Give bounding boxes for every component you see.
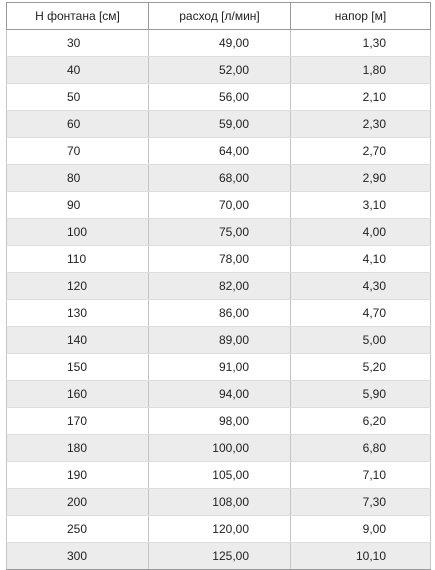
cell-fountain-height: 160: [7, 381, 149, 408]
cell-flow-rate: 52,00: [149, 57, 291, 84]
table-row: [7, 219, 431, 246]
table-row: [7, 138, 431, 165]
cell-flow-rate: 100,00: [149, 435, 291, 462]
cell-pressure-head: 5,20: [291, 354, 431, 381]
table-row: [7, 354, 431, 381]
table-row: [7, 30, 431, 57]
cell-flow-rate: 49,00: [149, 30, 291, 57]
cell-pressure-head: 2,90: [291, 165, 431, 192]
cell-pressure-head: 4,10: [291, 246, 431, 273]
cell-fountain-height: 110: [7, 246, 149, 273]
cell-fountain-height: 130: [7, 300, 149, 327]
cell-fountain-height: 40: [7, 57, 149, 84]
cell-pressure-head: 7,30: [291, 489, 431, 516]
table-header: [7, 3, 431, 30]
cell-fountain-height: 190: [7, 462, 149, 489]
cell-pressure-head: 5,00: [291, 327, 431, 354]
fountain-data-sheet: [6, 2, 430, 570]
cell-flow-rate: 105,00: [149, 462, 291, 489]
cell-pressure-head: 2,70: [291, 138, 431, 165]
cell-fountain-height: 60: [7, 111, 149, 138]
cell-fountain-height: 180: [7, 435, 149, 462]
cell-pressure-head: 2,30: [291, 111, 431, 138]
table-row: [7, 462, 431, 489]
cell-pressure-head: 4,00: [291, 219, 431, 246]
table-row: [7, 408, 431, 435]
cell-flow-rate: 75,00: [149, 219, 291, 246]
cell-pressure-head: 5,90: [291, 381, 431, 408]
cell-fountain-height: 150: [7, 354, 149, 381]
cell-fountain-height: 70: [7, 138, 149, 165]
cell-fountain-height: 170: [7, 408, 149, 435]
cell-pressure-head: 6,20: [291, 408, 431, 435]
cell-flow-rate: 120,00: [149, 516, 291, 543]
cell-flow-rate: 68,00: [149, 165, 291, 192]
table-row: [7, 381, 431, 408]
cell-fountain-height: 140: [7, 327, 149, 354]
cell-fountain-height: 30: [7, 30, 149, 57]
table-row: [7, 489, 431, 516]
table-row: [7, 246, 431, 273]
table-row: [7, 300, 431, 327]
cell-flow-rate: 91,00: [149, 354, 291, 381]
cell-flow-rate: 78,00: [149, 246, 291, 273]
cell-pressure-head: 9,00: [291, 516, 431, 543]
table-row: [7, 111, 431, 138]
cell-fountain-height: 50: [7, 84, 149, 111]
cell-flow-rate: 56,00: [149, 84, 291, 111]
cell-fountain-height: 250: [7, 516, 149, 543]
cell-pressure-head: 4,30: [291, 273, 431, 300]
cell-flow-rate: 94,00: [149, 381, 291, 408]
cell-pressure-head: 1,30: [291, 30, 431, 57]
header-fountain-height: Н фонтана [см]: [7, 3, 149, 30]
cell-fountain-height: 90: [7, 192, 149, 219]
table-row: [7, 192, 431, 219]
cell-flow-rate: 70,00: [149, 192, 291, 219]
cell-flow-rate: 64,00: [149, 138, 291, 165]
cell-pressure-head: 3,10: [291, 192, 431, 219]
header-row: [7, 3, 431, 30]
cell-flow-rate: 82,00: [149, 273, 291, 300]
table-body: [7, 30, 431, 570]
table-row: [7, 57, 431, 84]
cell-flow-rate: 98,00: [149, 408, 291, 435]
cell-flow-rate: 89,00: [149, 327, 291, 354]
table-row: [7, 327, 431, 354]
table-row: [7, 543, 431, 570]
cell-fountain-height: 300: [7, 543, 149, 570]
cell-pressure-head: 1,80: [291, 57, 431, 84]
table-row: [7, 84, 431, 111]
cell-flow-rate: 86,00: [149, 300, 291, 327]
fountain-flow-table: [6, 2, 431, 570]
cell-flow-rate: 125,00: [149, 543, 291, 570]
cell-pressure-head: 6,80: [291, 435, 431, 462]
cell-flow-rate: 59,00: [149, 111, 291, 138]
cell-fountain-height: 80: [7, 165, 149, 192]
table-row: [7, 435, 431, 462]
header-flow-rate: расход [л/мин]: [149, 3, 291, 30]
cell-fountain-height: 120: [7, 273, 149, 300]
table-row: [7, 516, 431, 543]
table-row: [7, 165, 431, 192]
cell-fountain-height: 100: [7, 219, 149, 246]
cell-pressure-head: 4,70: [291, 300, 431, 327]
cell-pressure-head: 10,10: [291, 543, 431, 570]
table-row: [7, 273, 431, 300]
cell-fountain-height: 200: [7, 489, 149, 516]
header-pressure-head: напор [м]: [291, 3, 431, 30]
cell-flow-rate: 108,00: [149, 489, 291, 516]
cell-pressure-head: 2,10: [291, 84, 431, 111]
cell-pressure-head: 7,10: [291, 462, 431, 489]
